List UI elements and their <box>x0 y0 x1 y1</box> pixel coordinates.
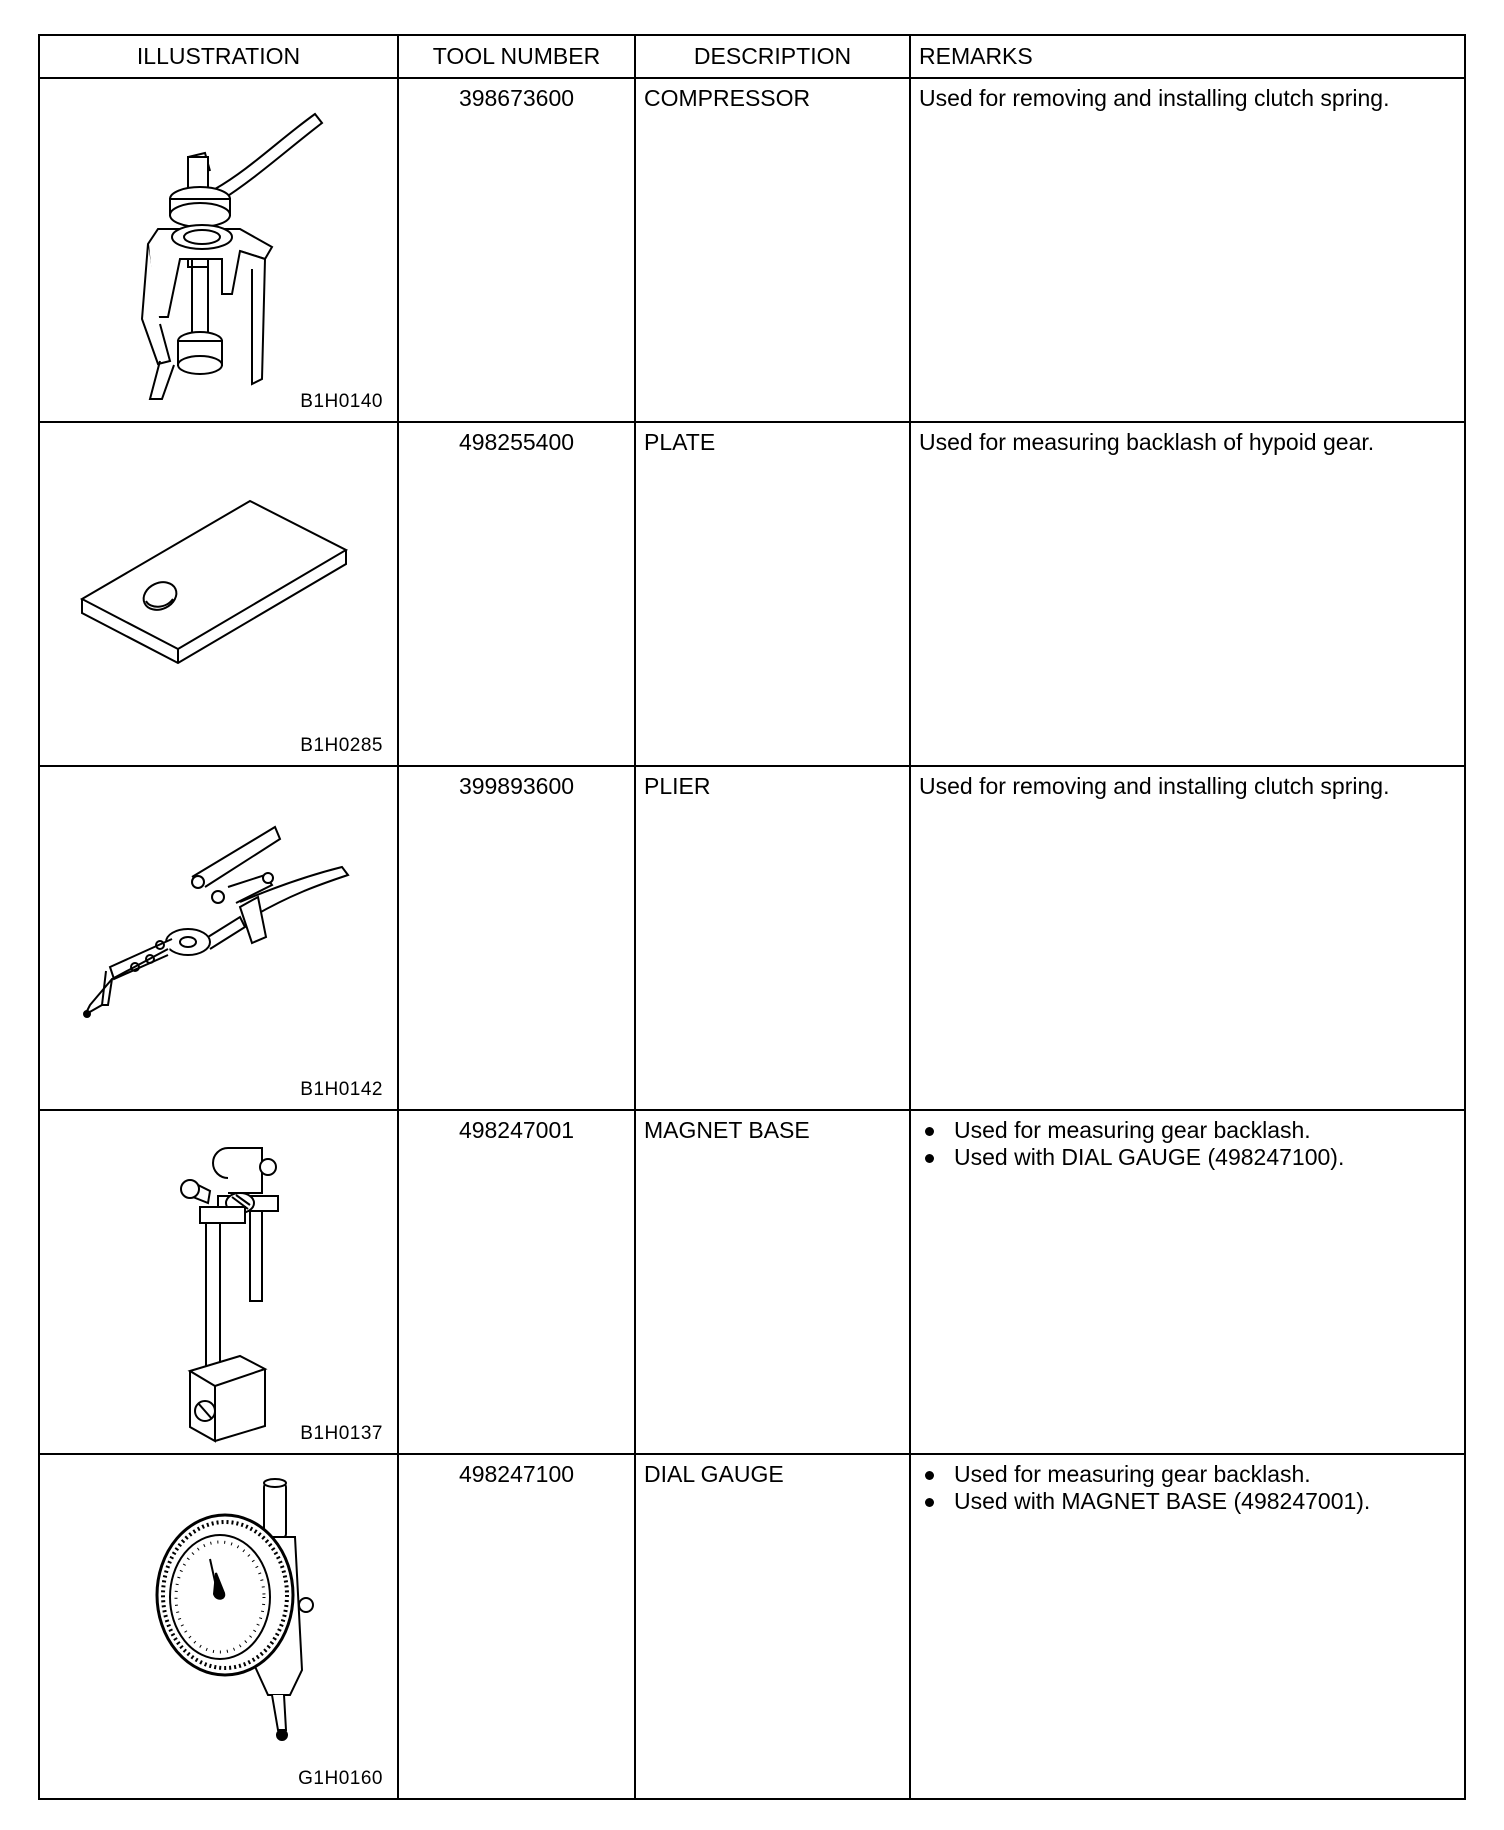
header-illustration: ILLUSTRATION <box>39 35 398 78</box>
tool-description: PLATE <box>635 422 910 766</box>
remark-list <box>919 1117 1460 1171</box>
table-row <box>39 766 1465 1110</box>
special-tools-table <box>38 34 1466 1800</box>
remark-list <box>919 1461 1460 1515</box>
header-row <box>39 35 1465 78</box>
remark-text: Used for removing and installing clutch spring. <box>919 773 1390 799</box>
illustration-cell <box>39 1110 398 1454</box>
table-row <box>39 78 1465 422</box>
tool-description: COMPRESSOR <box>635 78 910 422</box>
remark-item: Used with DIAL GAUGE (498247100). <box>919 1144 1460 1171</box>
tool-number: 399893600 <box>398 766 635 1110</box>
tool-number: 498247100 <box>398 1454 635 1799</box>
tool-remarks <box>910 422 1465 766</box>
dial-gauge-icon <box>40 1455 399 1791</box>
tool-number: 398673600 <box>398 78 635 422</box>
remark-item: Used for measuring gear backlash. <box>919 1461 1460 1488</box>
plier-icon <box>40 767 399 1102</box>
illustration-cell <box>39 766 398 1110</box>
tool-remarks <box>910 1110 1465 1454</box>
tool-number: 498247001 <box>398 1110 635 1454</box>
remark-item: Used with MAGNET BASE (498247001). <box>919 1488 1460 1515</box>
tool-remarks <box>910 766 1465 1110</box>
illustration-code: B1H0142 <box>300 1079 383 1100</box>
table-row <box>39 1110 1465 1454</box>
illustration-code: B1H0285 <box>300 735 383 756</box>
illustration-cell <box>39 78 398 422</box>
compressor-icon <box>40 79 399 414</box>
remark-item: Used for measuring gear backlash. <box>919 1117 1460 1144</box>
header-description: DESCRIPTION <box>635 35 910 78</box>
tool-remarks <box>910 1454 1465 1799</box>
header-remarks: REMARKS <box>910 35 1465 78</box>
tool-description: MAGNET BASE <box>635 1110 910 1454</box>
remark-text: Used for removing and installing clutch spring. <box>919 85 1390 111</box>
tool-number: 498255400 <box>398 422 635 766</box>
magnet-base-icon <box>40 1111 399 1446</box>
remark-text: Used for measuring backlash of hypoid gear. <box>919 429 1375 455</box>
table-row <box>39 1454 1465 1799</box>
illustration-cell <box>39 422 398 766</box>
tool-description: PLIER <box>635 766 910 1110</box>
illustration-code: B1H0137 <box>300 1423 383 1444</box>
tool-remarks <box>910 78 1465 422</box>
illustration-cell <box>39 1454 398 1799</box>
plate-icon <box>40 423 399 758</box>
tool-description: DIAL GAUGE <box>635 1454 910 1799</box>
illustration-code: B1H0140 <box>300 391 383 412</box>
illustration-code: G1H0160 <box>298 1768 383 1789</box>
header-tool-number: TOOL NUMBER <box>398 35 635 78</box>
table-row <box>39 422 1465 766</box>
